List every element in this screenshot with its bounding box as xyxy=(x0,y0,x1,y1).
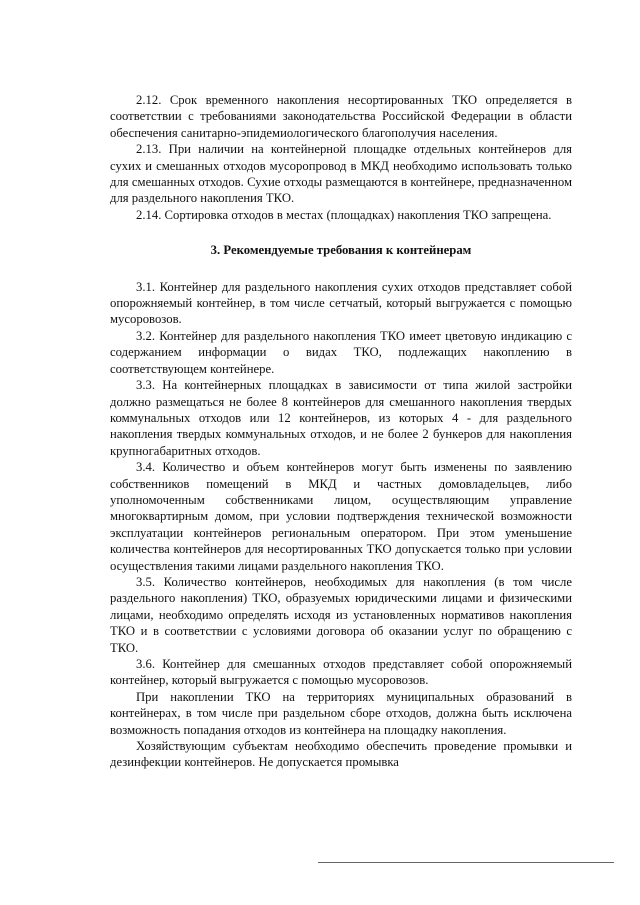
footer-rule xyxy=(318,862,614,863)
document-body xyxy=(110,92,572,771)
paragraph-2-13: 2.13. При наличии на контейнерной площадке отдельных контейнеров для сухих и смешанных отходов мусоропровод в МКД необходимо использовать только для смешанных отходов. Сухие отходы размещаются в контейнере, предназначенном для раздельного накопления ТКО. xyxy=(110,142,572,206)
paragraph-3-5: 3.5. Количество контейнеров, необходимых для накопления (в том числе раздельного накопления) ТКО, образуемых юридическими лицами и физическими лицами, необходимо определять исходя из установленных нормативов накопления ТКО и в соответствии с условиями договора об оказании услуг по обращению с ТКО. xyxy=(110,574,572,655)
paragraph-2-14: 2.14. Сортировка отходов в местах (площадках) накопления ТКО запрещена. xyxy=(136,207,552,222)
paragraph-3-3: 3.3. На контейнерных площадках в зависимости от типа жилой застройки должно размещаться не более 8 контейнеров для смешанного накопления твердых коммунальных отходов или 12 контейнеров, из которых 4 - для раздельного накопления твердых коммунальных отходов, и не более 2 бункеров для накопления крупногабаритных отходов. xyxy=(110,378,572,458)
paragraph-3-4: 3.4. Количество и объем контейнеров могут быть изменены по заявлению собственников помещений в МКД и частных домовладельцев, либо уполномоченным собственниками лицом, осуществляющим управление многоквартирным домом, при условии подтверждения технической возможности эксплуатации контейнеров региональным оператором. При этом уменьшение количества контейнеров для несортированных ТКО допускается только при условии осуществления такими лицами раздельного накопления ТКО. xyxy=(110,460,572,573)
paragraph-disinfection: Хозяйствующим субъектам необходимо обеспечить проведение промывки и дезинфекции контейнеров. Не допускается промывка xyxy=(110,739,572,770)
paragraph-3-2: 3.2. Контейнер для раздельного накопления ТКО имеет цветовую индикацию с содержанием информации о видах ТКО, подлежащих накоплению в соответствующем контейнере. xyxy=(110,328,572,376)
paragraph-3-1: 3.1. Контейнер для раздельного накопления сухих отходов представляет собой опорожняемый контейнер, в том числе сетчатый, который выгружается с помощью мусоровозов. xyxy=(110,279,572,327)
section-heading: 3. Рекомендуемые требования к контейнерам xyxy=(210,243,472,258)
paragraph-accumulation: При накоплении ТКО на территориях муниципальных образований в контейнерах, в том числе при раздельном сборе отходов, должна быть исключена возможность попадания отходов из контейнера на площадку накопления. xyxy=(110,689,572,737)
paragraph-3-6: 3.6. Контейнер для смешанных отходов представляет собой опорожняемый контейнер, который выгружается с помощью мусоровозов. xyxy=(110,657,572,688)
paragraph-2-12: 2.12. Срок временного накопления несортированных ТКО определяется в соответствии с требованиями законодательства Российской Федерации в области обеспечения санитарно-эпидемиологического благополучия населения. xyxy=(110,93,572,140)
